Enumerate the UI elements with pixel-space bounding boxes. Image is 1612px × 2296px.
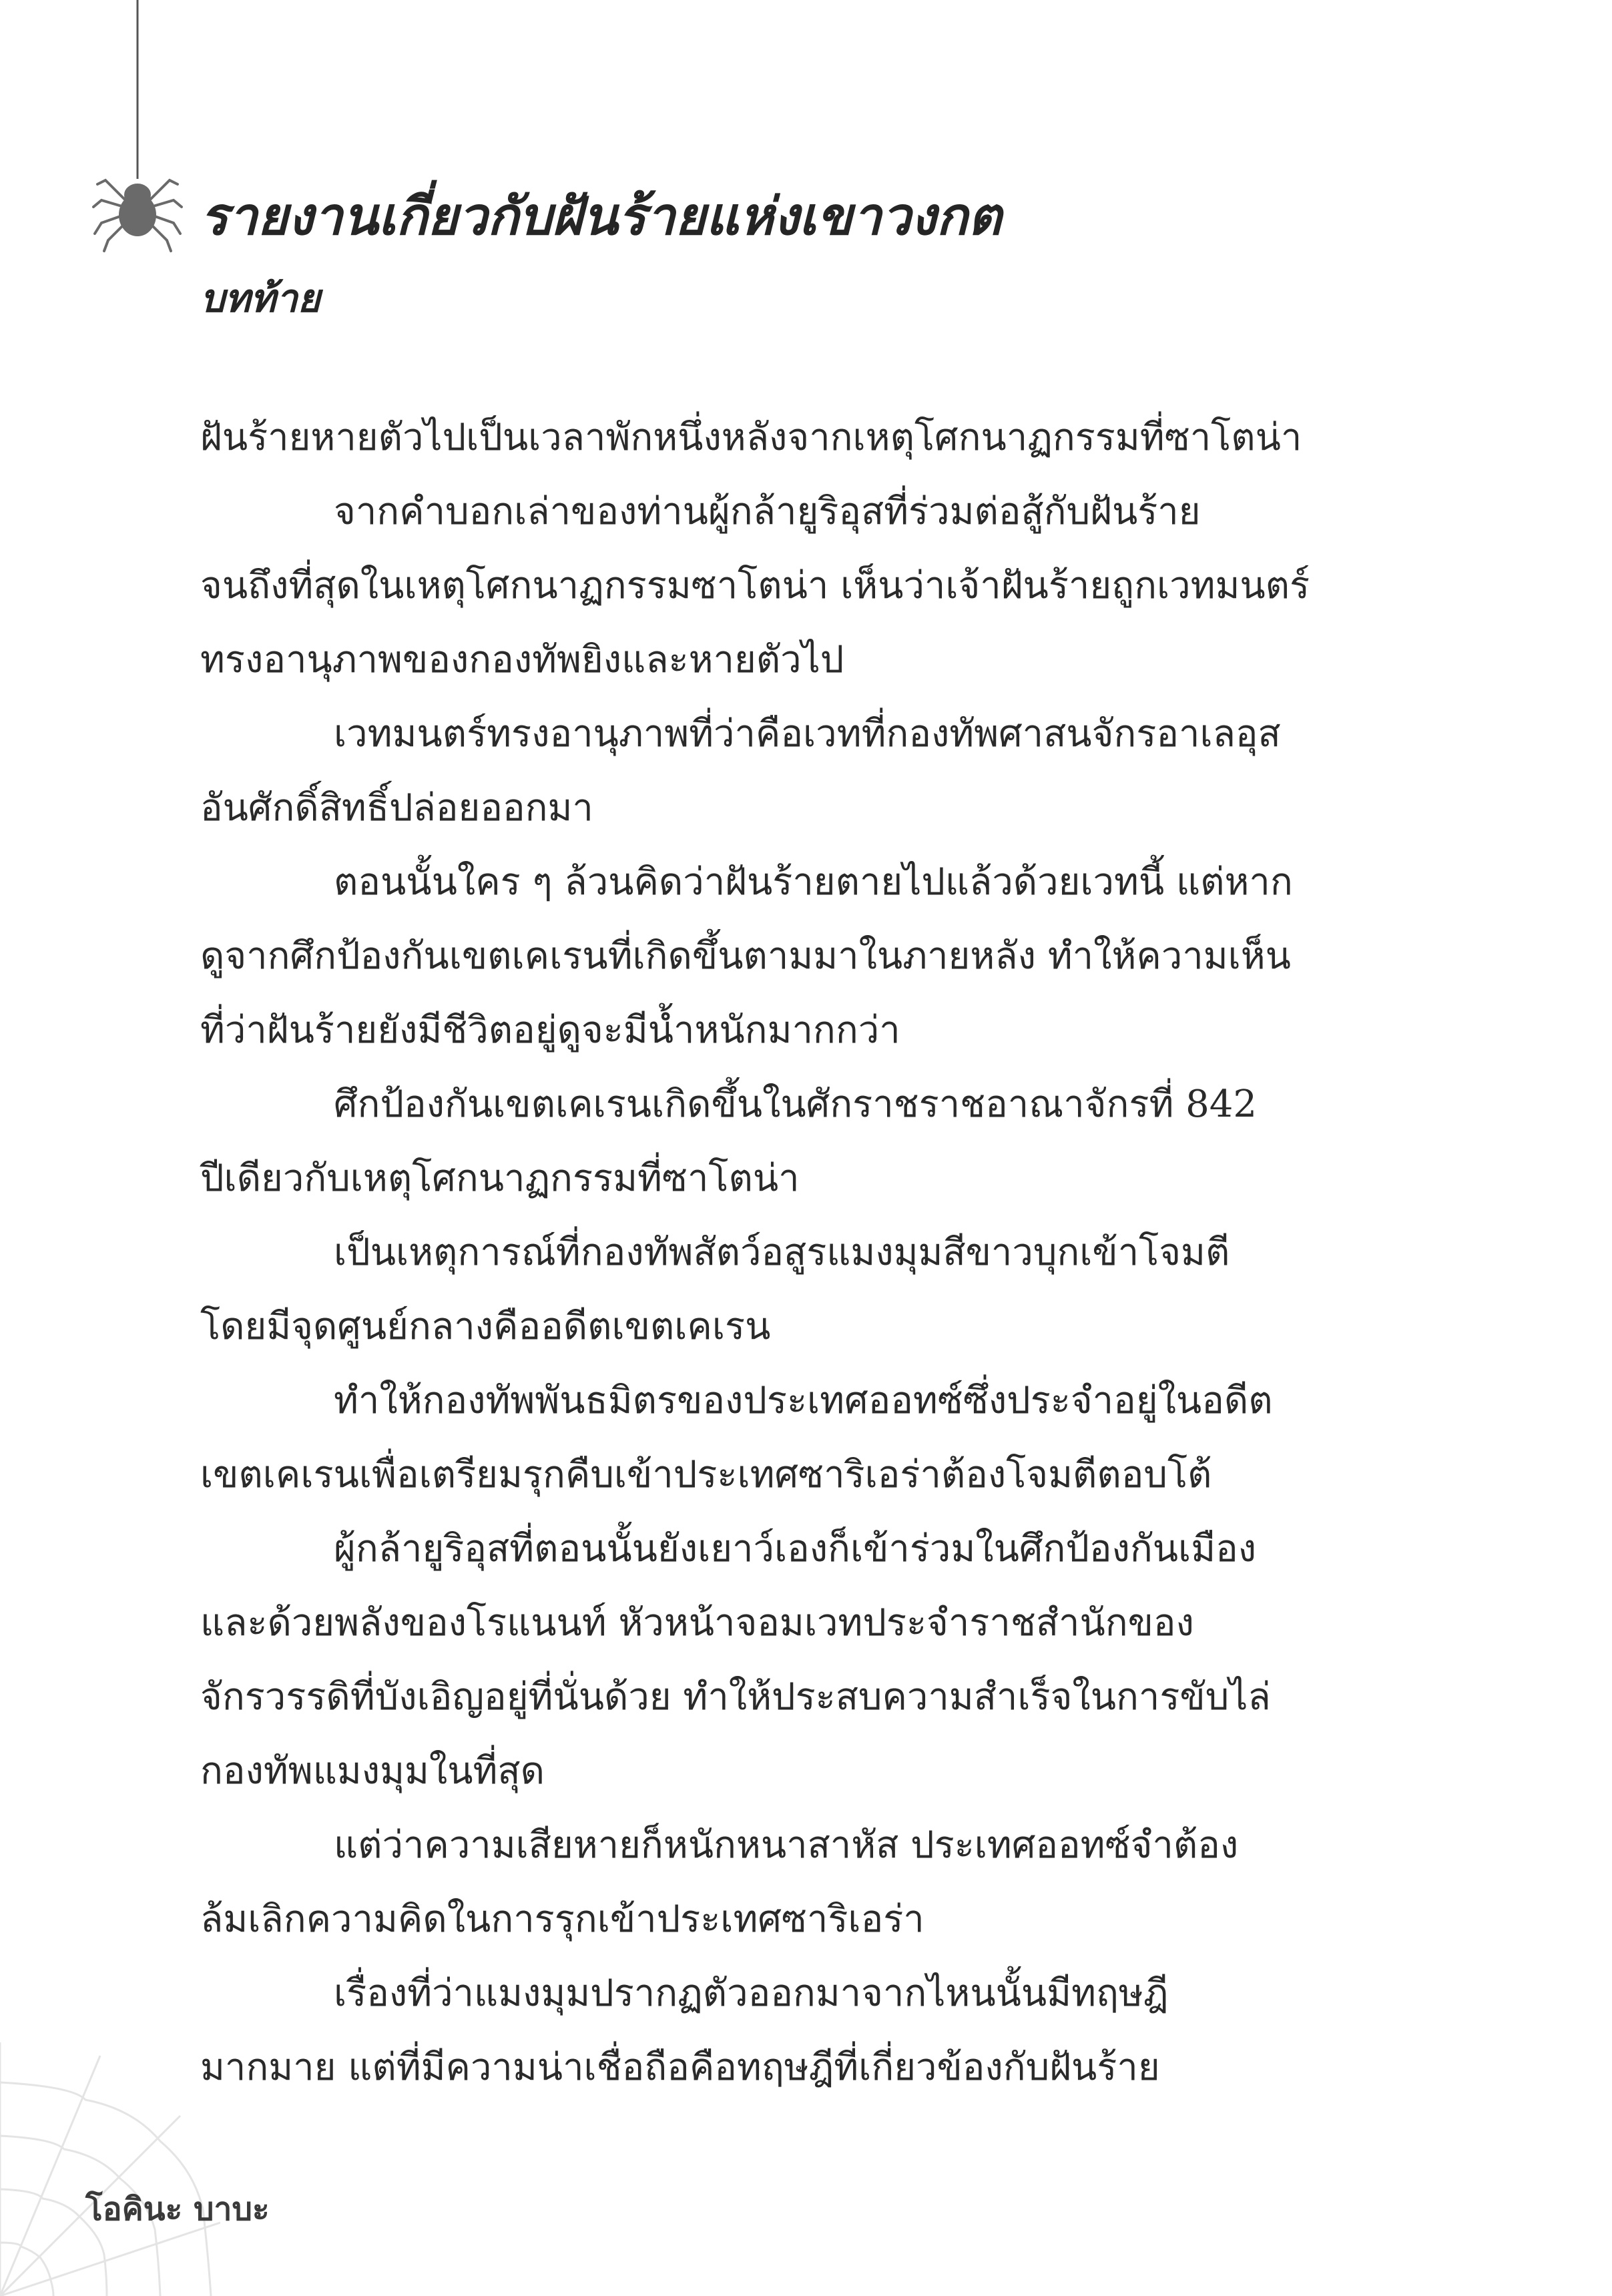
- author-footer: โอคินะ บาบะ: [85, 2191, 270, 2228]
- text-line: ศึกป้องกันเขตเคเรนเกิดขึ้นในศักราชราชอาณาจักรที่ 842: [334, 1083, 1258, 1126]
- text-line: ล้มเลิกความคิดในการรุกเข้าประเทศซาริเอร่า: [200, 1898, 924, 1941]
- text-line: ดูจากศึกป้องกันเขตเคเรนที่เกิดขึ้นตามมาในภายหลัง ทำให้ความเห็น: [200, 934, 1291, 978]
- text-line: อันศักดิ์สิทธิ์ปล่อยออกมา: [200, 786, 593, 830]
- text-line: แต่ว่าความเสียหายก็หนักหนาสาหัส ประเทศออทซ์จำต้อง: [334, 1823, 1239, 1867]
- chapter-subtitle: บทท้าย: [200, 276, 320, 321]
- text-line: ทำให้กองทัพพันธมิตรของประเทศออทซ์ซึ่งประจำอยู่ในอดีต: [334, 1379, 1273, 1422]
- text-line: ทรงอานุภาพของกองทัพยิงและหายตัวไป: [200, 638, 844, 681]
- text-line: เป็นเหตุการณ์ที่กองทัพสัตว์อสูรแมงมุมสีขาวบุกเข้าโจมตี: [334, 1231, 1230, 1274]
- text-line: มากมาย แต่ที่มีความน่าเชื่อถือคือทฤษฎีที่เกี่ยวข้องกับฝันร้าย: [200, 2046, 1160, 2089]
- text-line: เวทมนตร์ทรงอานุภาพที่ว่าคือเวทที่กองทัพศาสนจักรอาเลอุส: [334, 712, 1281, 756]
- text-line: โดยมีจุดศูนย์กลางคืออดีตเขตเคเรน: [200, 1305, 771, 1348]
- body-text: [200, 400, 1408, 2104]
- text-line: ฝันร้ายหายตัวไปเป็นเวลาพักหนึ่งหลังจากเหตุโศกนาฏกรรมที่ซาโตน่า: [200, 416, 1302, 459]
- text-line: ที่ว่าฝันร้ายยังมีชีวิตอยู่ดูจะมีน้ำหนักมากกว่า: [200, 1009, 900, 1052]
- text-line: จนถึงที่สุดในเหตุโศกนาฏกรรมซาโตน่า เห็นว่าเจ้าฝันร้ายถูกเวทมนตร์: [200, 564, 1310, 607]
- text-line: ผู้กล้ายูริอุสที่ตอนนั้นยังเยาว์เองก็เข้าร่วมในศึกป้องกันเมือง: [334, 1527, 1257, 1570]
- text-line: ปีเดียวกับเหตุโศกนาฏกรรมที่ซาโตน่า: [200, 1157, 800, 1200]
- text-line: เขตเคเรนเพื่อเตรียมรุกคืบเข้าประเทศซาริเอร่าต้องโจมตีตอบโต้: [200, 1453, 1212, 1496]
- text-line: จากคำบอกเล่าของท่านผู้กล้ายูริอุสที่ร่วมต่อสู้กับฝันร้าย: [334, 490, 1201, 533]
- spider-web-icon: [0, 2042, 220, 2296]
- text-line: ตอนนั้นใคร ๆ ล้วนคิดว่าฝันร้ายตายไปแล้วด้วยเวทนี้ แต่หาก: [334, 860, 1293, 904]
- text-line: เรื่องที่ว่าแมงมุมปรากฏตัวออกมาจากไหนนั้นมีทฤษฎี: [334, 1972, 1169, 2015]
- spider-icon: [92, 0, 192, 254]
- text-line: และด้วยพลังของโรแนนท์ หัวหน้าจอมเวทประจำราชสำนักของ: [200, 1601, 1194, 1645]
- chapter-title: รายงานเกี่ยวกับฝันร้ายแห่งเขาวงกต: [200, 187, 1002, 247]
- text-line: จักรวรรดิที่บังเอิญอยู่ที่นั่นด้วย ทำให้ประสบความสำเร็จในการขับไล่: [200, 1675, 1271, 1719]
- text-line: กองทัพแมงมุมในที่สุด: [200, 1749, 545, 1793]
